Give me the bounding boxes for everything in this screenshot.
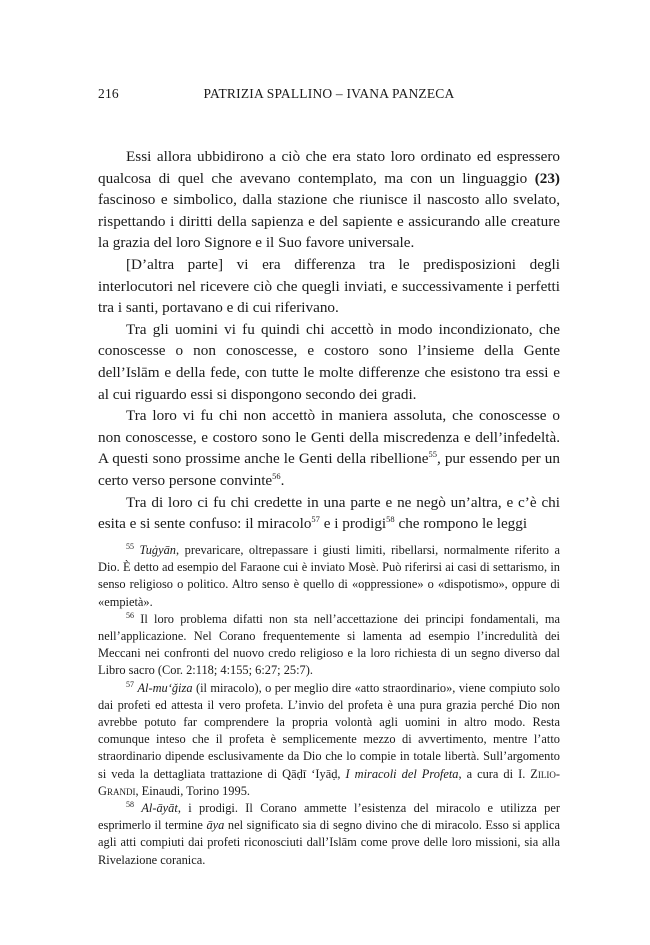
footnote-57-text-b: , a cura di I. [458, 766, 531, 781]
paragraph-4-text-a: Tra loro vi fu chi non accettò in maniera assoluta, che conoscesse o non conoscesse, e costoro sono le Genti della miscredenza e dell’infedeltà. A questi sono prossime anche le Genti della ribellione [98, 407, 560, 468]
footnote-57-text-a: (il miracolo), o per meglio dire «atto straordinario», viene compiuto solo dai profeti ed attesta il vero profeta. L’invio del profeta è una pura grazia perché Dio non avrebbe potuto far comprendere la propria volontà agli uomini in altro modo. Resta comunque inteso che il profeta è semplicemente mezzo di avvertimento, mentre l’atto straordinario dipende esclusivamente da Dio che lo compie in totale libertà. Sull’argomento si veda la dettagliata trattazione di Qāḍī ‘Iyāḍ, [98, 680, 560, 781]
footnote-number-56: 56 [126, 610, 134, 620]
paragraph-1 [98, 146, 560, 254]
original-page-marker: (23) [534, 169, 560, 187]
book-page [98, 86, 560, 867]
footnote-58-term-aya: āya [206, 818, 225, 833]
footnote-number-55: 55 [126, 541, 134, 551]
paragraph-4-text-c: . [280, 471, 285, 489]
footnote-57-book-title: I miracoli del Profeta [345, 766, 459, 781]
paragraph-4-text-b: , pur essendo per un certo verso persone convinte [98, 450, 560, 489]
footnote-58-term: Al-āyāt [141, 801, 178, 816]
footnote-number-57: 57 [126, 679, 134, 689]
footnote-55-text: , prevaricare, oltrepassare i giusti limiti, ribellarsi, normalmente riferito a Dio. È detto ad esempio del Faraone cui è inviato Mosè. Può riferirsi ai casi di settarismo, in senso religioso o politico. Altro senso è quello di «oppressione» o «dispotismo», oppure di «empietà». [98, 543, 560, 609]
footnote-57 [98, 680, 560, 800]
page-number: 216 [98, 86, 119, 101]
footnote-55 [98, 542, 560, 611]
main-text [98, 146, 560, 535]
paragraph-4 [98, 405, 560, 491]
paragraph-1-text-b: fascinoso e simbolico, dalla stazione che riunisce il nascosto allo svelato, rispettando i diritti della sapienza e del sapiente e assicurando alle creature la grazia del loro Signore e il Suo favore universale. [98, 191, 560, 252]
footnote-55-term: Tuġyān [139, 543, 177, 557]
footnote-58-text-a: , i prodigi. Il Corano ammette l’esistenza del miracolo e utilizza per esprimerlo il termine [98, 801, 560, 833]
paragraph-3: Tra gli uomini vi fu quindi chi accettò in modo incondizionato, che conoscesse o non conoscesse, e costoro sono l’insieme della Gente dell’Islām e della fede, con tutte le molte differenze che esistono tra essi e al cui riguardo essi si dispongono secondo dei gradi. [98, 320, 560, 403]
paragraph-5-text-b: e i prodigi [319, 515, 387, 533]
paragraph-1-text-a: Essi allora ubbidirono a ciò che era stato loro ordinato ed espressero qualcosa di quel che avevano contemplato, ma con un linguaggio [98, 148, 560, 187]
paragraph-5 [98, 492, 560, 535]
footnote-57-editor: Zilio-Grandi [98, 766, 560, 798]
footnote-ref-57[interactable]: 57 [311, 514, 320, 525]
footnote-ref-55[interactable]: 55 [428, 449, 437, 460]
running-head [98, 86, 560, 106]
paragraph-5-text-c: che rompono le leggi [394, 515, 528, 533]
paragraph-5-text-a: Tra di loro ci fu chi credette in una parte e ne negò un’altra, e c’è chi esita e si sente confuso: il miracolo [98, 493, 560, 533]
footnote-58-text-b: nel significato sia di segno divino che di miracolo. Esso si applica agli atti compiuti dai profeti riconosciuti dall’Islām come prove delle loro missioni, sia alla Rivelazione coranica. [98, 818, 560, 867]
running-head-authors: PATRIZIA SPALLINO – IVANA PANZECA [203, 86, 455, 101]
footnote-57-text-c: , Einaudi, Torino 1995. [135, 783, 250, 798]
footnote-58 [98, 800, 560, 869]
footnote-57-term: Al-mu‘ǧiza [137, 680, 193, 695]
footnote-ref-56[interactable]: 56 [272, 470, 281, 481]
footnote-ref-58[interactable]: 58 [386, 514, 395, 525]
footnote-number-58: 58 [126, 799, 134, 809]
footnotes [98, 542, 560, 869]
paragraph-2: [D’altra parte] vi era differenza tra le predisposizioni degli interlocutori nel ricevere ciò che quegli inviati, e successivamente i perfetti tra i santi, portavano e di cui riferivano. [98, 255, 560, 317]
footnote-56 [98, 611, 560, 680]
footnote-56-text: Il loro problema difatti non sta nell’accettazione dei principi fondamentali, ma nell’applicazione. Nel Corano frequentemente si lamenta ad esempio l’incredulità dei Meccani nei confronti del nuovo credo religioso e la loro richiesta di un segno diverso dal Libro sacro (Cor. 2:118; 4:155; 6:27; 25:7). [98, 611, 560, 678]
